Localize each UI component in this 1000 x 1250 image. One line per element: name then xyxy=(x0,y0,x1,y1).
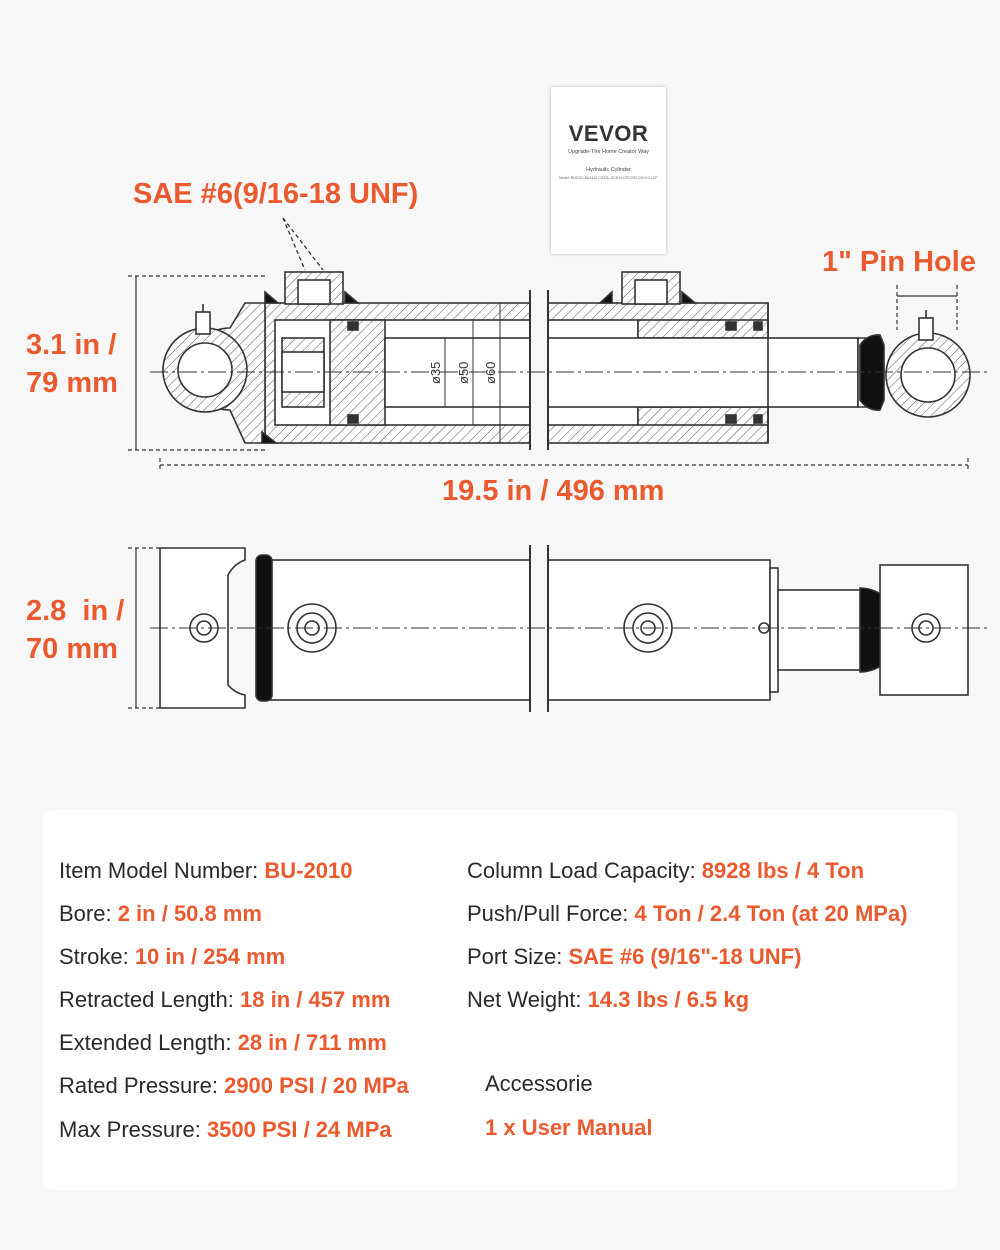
diameter-bore-label: ø50 xyxy=(456,361,471,384)
port-size-label: SAE #6(9/16-18 UNF) xyxy=(133,178,419,210)
spec-bore: Bore: 2 in / 50.8 mm xyxy=(59,901,262,926)
front-height-label-2: 79 mm xyxy=(26,367,118,399)
spec-extended-length: Extended Length: 28 in / 711 mm xyxy=(59,1030,387,1055)
length-label: 19.5 in / 496 mm xyxy=(442,475,665,507)
spec-net-weight: Net Weight: 14.3 lbs / 6.5 kg xyxy=(467,987,750,1012)
spec-rated-pressure: Rated Pressure: 2900 PSI / 20 MPa xyxy=(59,1073,409,1098)
front-section-view xyxy=(150,272,990,450)
diameter-rod-label: ø35 xyxy=(428,361,443,384)
spec-max-pressure: Max Pressure: 3500 PSI / 24 MPa xyxy=(59,1117,392,1142)
front-height-label-1: 3.1 in / xyxy=(26,329,117,361)
top-height-label-1: 2.8 in / xyxy=(26,595,125,627)
top-view xyxy=(150,545,990,712)
spec-column-load: Column Load Capacity: 8928 lbs / 4 Ton xyxy=(467,858,865,883)
manual-model-text: Model: BU2010-BU2410-CS3SL-DCH10-DPC2R2-DCH10-LCP xyxy=(559,176,658,180)
manual-brand-logo: VEVOR xyxy=(568,121,649,146)
spec-card xyxy=(42,810,958,1190)
port-leader xyxy=(283,218,323,270)
spec-model-number: Item Model Number: BU-2010 xyxy=(59,858,353,883)
spec-push-pull-force: Push/Pull Force: 4 Ton / 2.4 Ton (at 20 MPa) xyxy=(467,901,908,926)
spec-stroke: Stroke: 10 in / 254 mm xyxy=(59,944,286,969)
pin-hole-label: 1" Pin Hole xyxy=(822,246,976,278)
diameter-outer-label: ø60 xyxy=(483,361,498,384)
accessories-title: Accessorie xyxy=(485,1071,593,1096)
top-height-label-2: 70 mm xyxy=(26,633,118,665)
user-manual-image xyxy=(551,87,666,254)
manual-tagline: Upgrade-The Home Creator Way xyxy=(568,149,649,155)
manual-product-title: Hydraulic Cylinder xyxy=(586,167,631,173)
length-dimension xyxy=(160,458,968,472)
spec-retracted-length: Retracted Length: 18 in / 457 mm xyxy=(59,987,391,1012)
accessories-item: 1 x User Manual xyxy=(485,1115,653,1140)
spec-port-size: Port Size: SAE #6 (9/16"-18 UNF) xyxy=(467,944,802,969)
